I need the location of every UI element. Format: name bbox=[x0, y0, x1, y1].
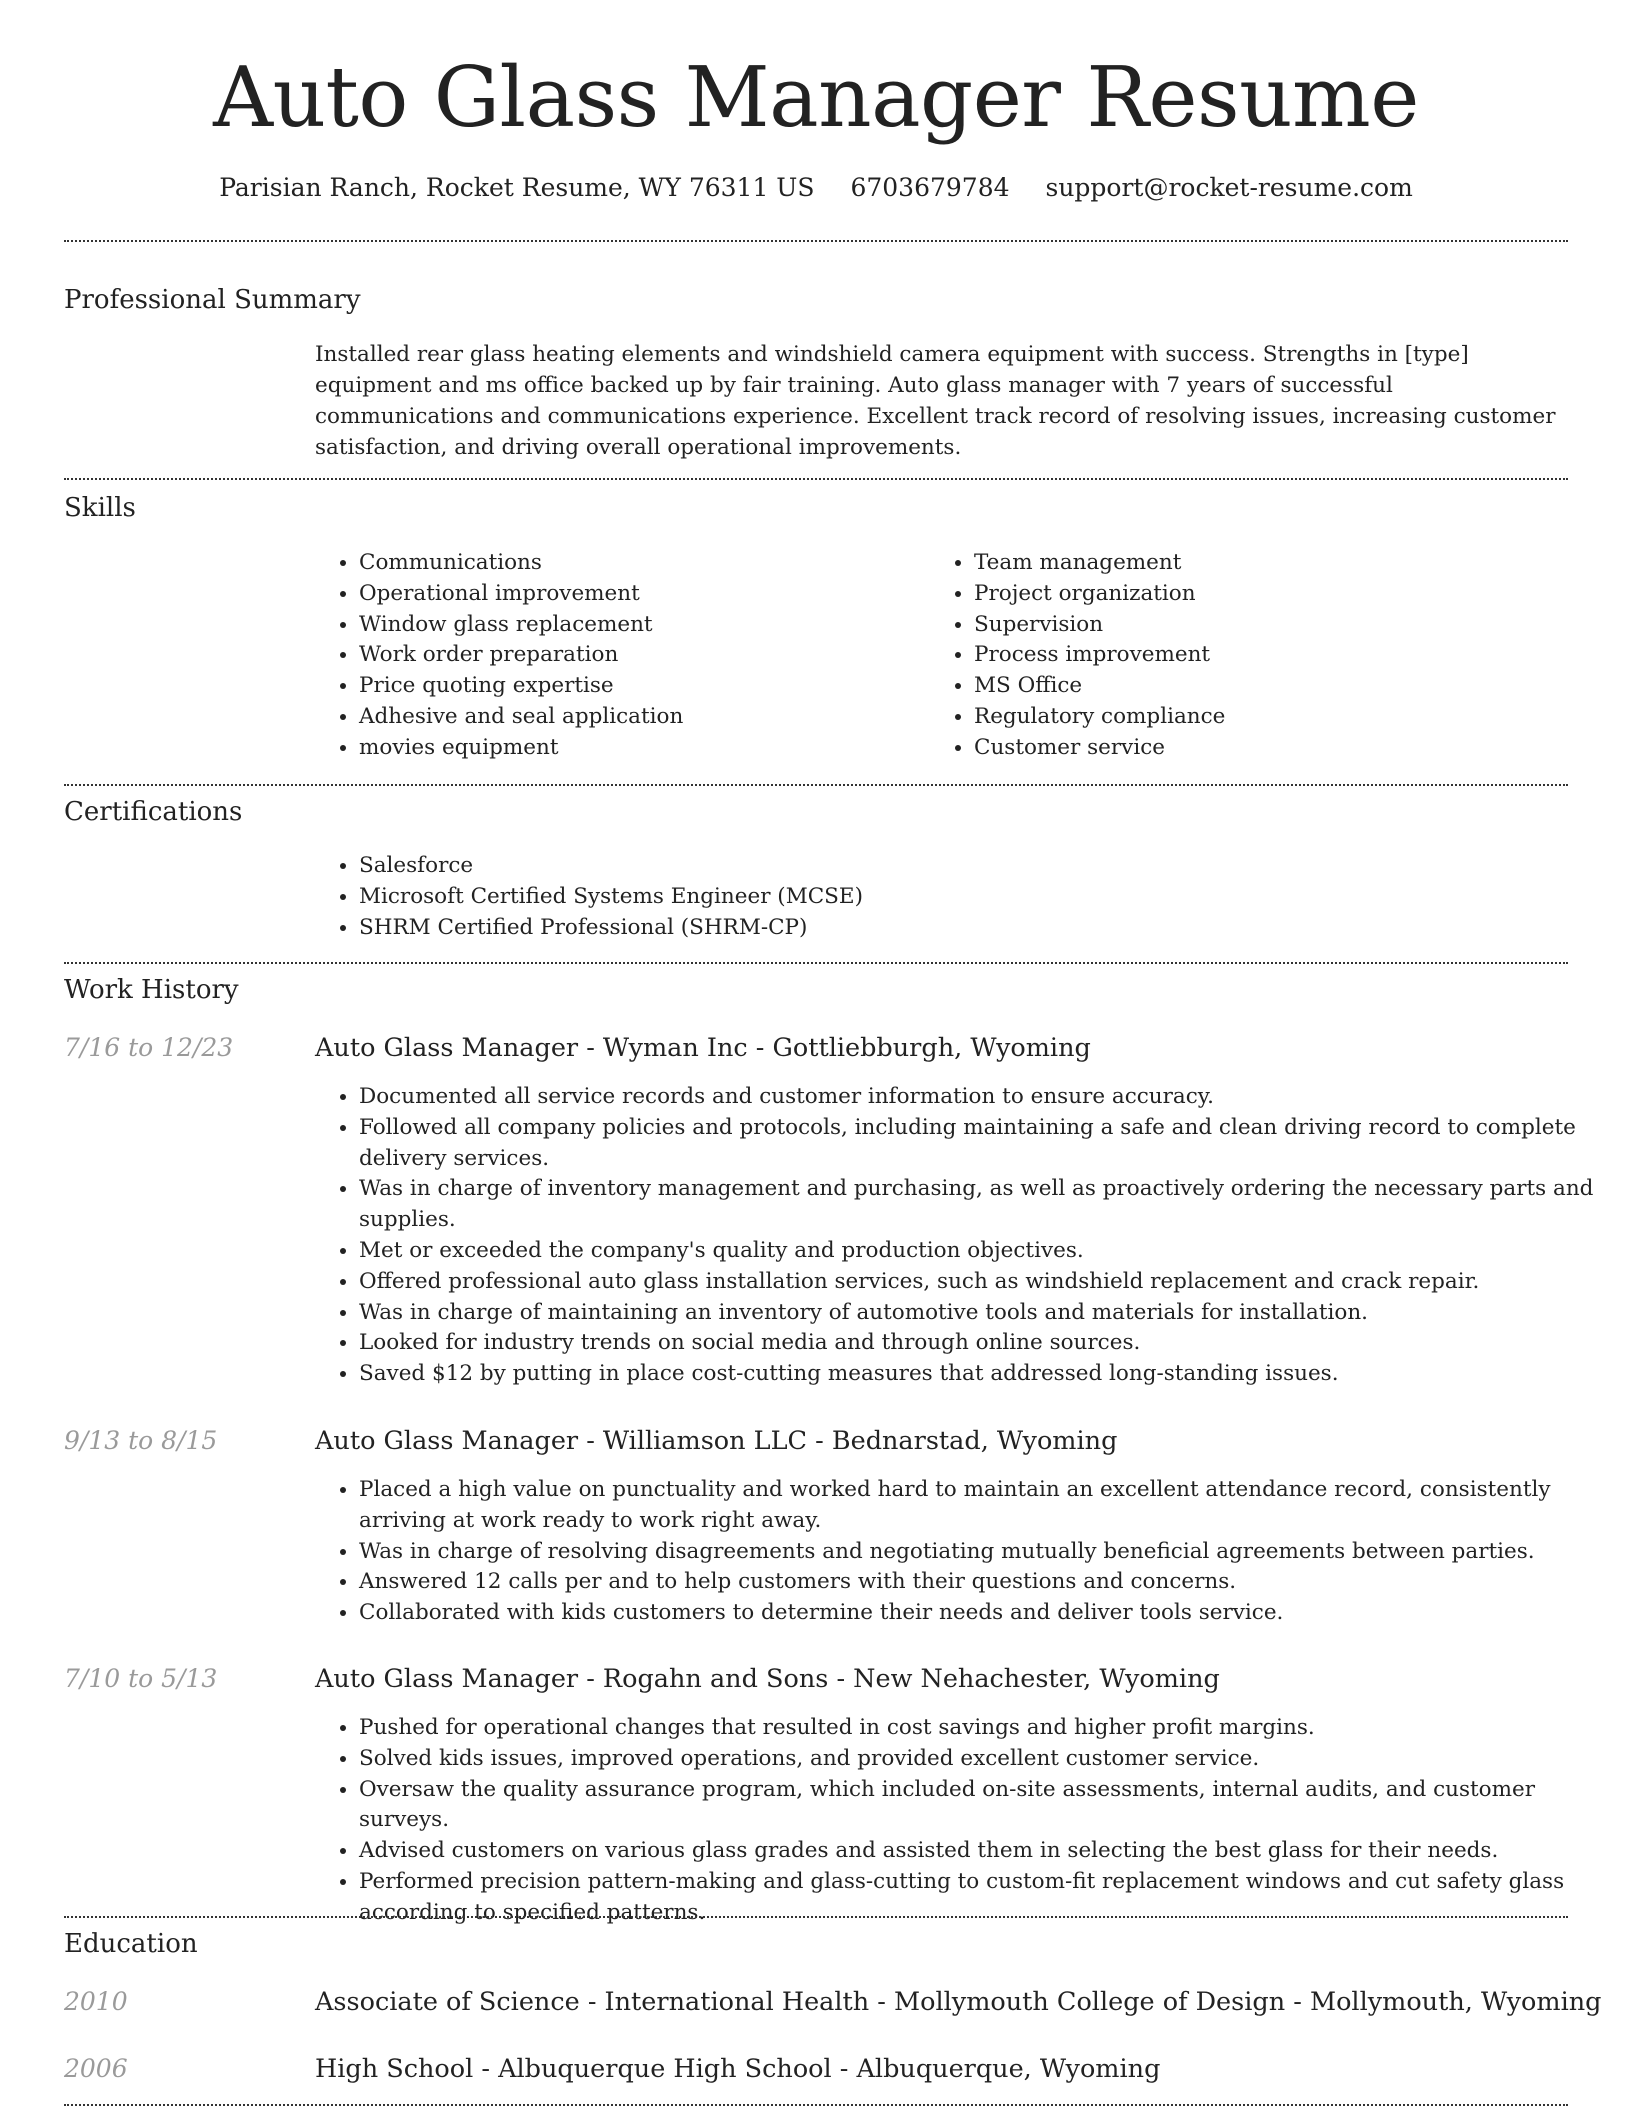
job-bullet: • Was in charge of maintaining an inventory of automotive tools and materials for installation. bbox=[359, 1298, 1604, 1329]
skill-item: • Process improvement bbox=[974, 640, 1574, 671]
certifications-list bbox=[315, 851, 1559, 943]
skill-item: • movies equipment bbox=[359, 733, 919, 764]
education-entry bbox=[315, 1984, 1601, 2020]
skill-item: • Supervision bbox=[974, 610, 1574, 641]
job-dates: 7/16 to 12/23 bbox=[64, 1033, 234, 1062]
resume-title: Auto Glass Manager Resume bbox=[213, 49, 1419, 146]
education-degree: Associate of Science bbox=[315, 1987, 580, 2017]
section-divider bbox=[64, 240, 1568, 242]
job-title: Auto Glass Manager - Rogahn and Sons - New Nehachester, Wyoming bbox=[315, 1664, 1220, 1694]
job-bullet: • Oversaw the quality assurance program, which included on-site assessments, internal audits, and customer surveys. bbox=[359, 1775, 1604, 1837]
certification-item: • Microsoft Certified Systems Engineer (MCSE) bbox=[359, 882, 1559, 913]
job-bullet: • Advised customers on various glass grades and assisted them in selecting the best glass for their needs. bbox=[359, 1836, 1604, 1867]
job-bullet: • Pushed for operational changes that resulted in cost savings and higher profit margins. bbox=[359, 1713, 1604, 1744]
section-divider bbox=[64, 962, 1568, 964]
education-year: 2006 bbox=[64, 2054, 128, 2083]
summary-text: Installed rear glass heating elements and windshield camera equipment with success. Strengths in [type] equipment and ms office backed up by fair training. Auto glass manager with 7 years of successful communications and communications experience. Excellent track record of resolving issues, increasing customer satisfaction, and driving overall operational improvements. bbox=[315, 342, 1556, 460]
job-bullet: • Placed a high value on punctuality and worked hard to maintain an excellent attendance record, consistently arriving at work ready to work right away. bbox=[359, 1475, 1604, 1537]
education-heading: Education bbox=[64, 1929, 198, 1959]
section-divider bbox=[64, 1916, 1568, 1918]
skill-item: • Adhesive and seal application bbox=[359, 702, 919, 733]
work-history-heading: Work History bbox=[64, 975, 239, 1005]
section-divider bbox=[64, 2104, 1568, 2106]
contact-phone: 6703679784 bbox=[850, 173, 1010, 202]
job-bullet: • Was in charge of inventory management and purchasing, as well as proactively ordering the necessary parts and supplies. bbox=[359, 1174, 1604, 1236]
job-bullets bbox=[315, 1475, 1604, 1629]
job-dates: 7/10 to 5/13 bbox=[64, 1664, 218, 1693]
education-entry bbox=[315, 2051, 1160, 2087]
job-bullet: • Followed all company policies and protocols, including maintaining a safe and clean driving record to complete delivery services. bbox=[359, 1113, 1604, 1175]
skill-item: • Team management bbox=[974, 548, 1574, 579]
education-details: - International Health - Mollymouth College of Design - Mollymouth, Wyoming bbox=[579, 1987, 1602, 2017]
certifications-heading: Certifications bbox=[64, 797, 243, 827]
skill-item: • Operational improvement bbox=[359, 579, 919, 610]
job-dates: 9/13 to 8/15 bbox=[64, 1426, 218, 1455]
skill-item: • Regulatory compliance bbox=[974, 702, 1574, 733]
summary-heading: Professional Summary bbox=[64, 285, 361, 315]
section-divider bbox=[64, 784, 1568, 786]
contact-email: support@rocket-resume.com bbox=[1045, 173, 1413, 202]
education-year: 2010 bbox=[64, 1987, 128, 2016]
job-bullet: • Offered professional auto glass installation services, such as windshield replacement and crack repair. bbox=[359, 1267, 1604, 1298]
job-title: Auto Glass Manager - Williamson LLC - Bednarstad, Wyoming bbox=[315, 1426, 1118, 1456]
job-bullet: • Met or exceeded the company's quality and production objectives. bbox=[359, 1236, 1604, 1267]
education-degree: High School bbox=[315, 2054, 474, 2084]
skill-item: • MS Office bbox=[974, 671, 1574, 702]
job-bullets bbox=[315, 1713, 1604, 1929]
education-details: - Albuquerque High School - Albuquerque, Wyoming bbox=[473, 2054, 1161, 2084]
job-bullet: • Solved kids issues, improved operations, and provided excellent customer service. bbox=[359, 1744, 1604, 1775]
contact-line bbox=[0, 170, 1632, 206]
section-divider bbox=[64, 478, 1568, 480]
skill-item: • Price quoting expertise bbox=[359, 671, 919, 702]
job-bullet: • Collaborated with kids customers to determine their needs and deliver tools service. bbox=[359, 1598, 1604, 1629]
job-bullet: • Answered 12 calls per and to help customers with their questions and concerns. bbox=[359, 1567, 1604, 1598]
skill-item: • Communications bbox=[359, 548, 919, 579]
job-bullet: • Was in charge of resolving disagreements and negotiating mutually beneficial agreements between parties. bbox=[359, 1537, 1604, 1568]
job-bullet: • Looked for industry trends on social media and through online sources. bbox=[359, 1328, 1604, 1359]
certification-item: • SHRM Certified Professional (SHRM-CP) bbox=[359, 913, 1559, 944]
skill-item: • Project organization bbox=[974, 579, 1574, 610]
skills-heading: Skills bbox=[64, 493, 136, 523]
job-bullet: • Saved $12 by putting in place cost-cutting measures that addressed long-standing issues. bbox=[359, 1359, 1604, 1390]
job-bullets bbox=[315, 1082, 1604, 1390]
job-title: Auto Glass Manager - Wyman Inc - Gottliebburgh, Wyoming bbox=[315, 1033, 1091, 1063]
skill-item: • Window glass replacement bbox=[359, 610, 919, 641]
contact-address: Parisian Ranch, Rocket Resume, WY 76311 US bbox=[219, 173, 815, 202]
skill-item: • Work order preparation bbox=[359, 640, 919, 671]
skill-item: • Customer service bbox=[974, 733, 1574, 764]
job-bullet: • Documented all service records and customer information to ensure accuracy. bbox=[359, 1082, 1604, 1113]
skills-list-right bbox=[930, 548, 1574, 764]
job-bullet: • Performed precision pattern-making and glass-cutting to custom-fit replacement windows and cut safety glass according to specified patterns. bbox=[359, 1867, 1604, 1929]
certification-item: • Salesforce bbox=[359, 851, 1559, 882]
skills-list-left bbox=[315, 548, 919, 764]
